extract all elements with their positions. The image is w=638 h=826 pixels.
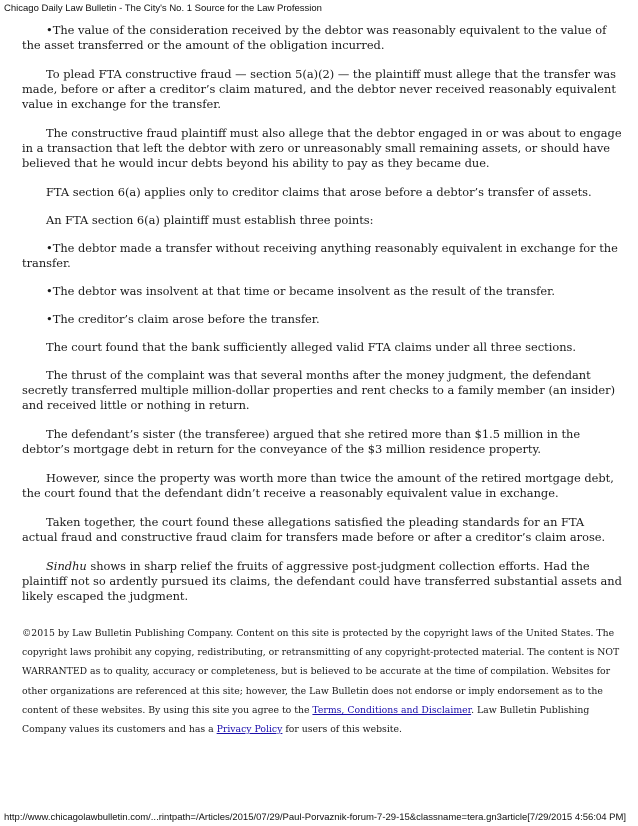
article-paragraph: The thrust of the complaint was that several months after the money judgment, the defendant secretly transferred multiple million-dollar properties and rent checks to a family member (an insider) and received little or nothing in return. [22, 368, 616, 412]
terms-link[interactable]: Terms, Conditions and Disclaimer [312, 704, 472, 716]
article-paragraph: •The value of the consideration received by the debtor was reasonably equivalent to the value of the asset transferred or the amount of the obligation incurred. [22, 23, 607, 52]
article-paragraph: However, since the property was worth more than twice the amount of the retired mortgage debt, the court found that the defendant didn’t receive a reasonably equivalent value in exchange. [22, 471, 614, 500]
article-paragraph: Taken together, the court found these allegations satisfied the pleading standards for an FTA actual fraud and constructive fraud claim for transfers made before or after a creditor’s claim arose. [22, 515, 606, 544]
copyright-notice [22, 624, 622, 739]
article-paragraph: To plead FTA constructive fraud — section 5(a)(2) — the plaintiff must allege that the transfer was made, before or after a creditor’s claim matured, and the debtor never received reasonably equivalent value in exchange for the transfer. [22, 67, 617, 111]
case-name: Sindhu [46, 559, 87, 573]
article-paragraph: The defendant’s sister (the transferee) argued that she retired more than $1.5 million in the debtor’s mortgage debt in return for the conveyance of the $3 million residence property. [22, 427, 581, 456]
privacy-policy-link[interactable]: Privacy Policy [216, 724, 283, 736]
copyright-text: ©2015 by Law Bulletin Publishing Company. Content on this site is protected by the copyright laws of the United States. The copyright laws prohibit any copying, redistributing, or retransmitting of any copyright-protected material. The content is NOT WARRANTED as to quality, accuracy or completeness, but is believed to be accurate at the time of compilation. Websites for other organizations are referenced at this site; however, the Law Bulletin does not endorse or imply endorsement as to the content of these websites. By using this site you agree to the [22, 628, 620, 716]
article-paragraph: •The debtor made a transfer without receiving anything reasonably equivalent in exchange for the transfer. [22, 241, 618, 270]
print-footer-url: http://www.chicagolawbulletin.com/...rintpath=/Articles/2015/07/29/Paul-Porvaznik-forum-7-29-15&classname=tera.gn3article[7/29/2015 4:56:04 PM] [4, 812, 627, 823]
copyright-text: . Law Bulletin Publishing Company values its customers and has a [22, 704, 590, 736]
article-paragraph-text: shows in sharp relief the fruits of aggressive post-judgment collection efforts. Had the plaintiff not so ardently pursued its claims, the defendant could have transferred substantial assets and likely escaped the judgment. [22, 559, 622, 603]
article-paragraph: •The creditor’s claim arose before the transfer. [46, 312, 320, 326]
print-header-title: Chicago Daily Law Bulletin - The City's No. 1 Source for the Law Profession [4, 3, 322, 14]
article-paragraph: •The debtor was insolvent at that time or became insolvent as the result of the transfer. [46, 284, 555, 298]
article-paragraph: An FTA section 6(a) plaintiff must establish three points: [46, 213, 374, 227]
article-body [22, 23, 622, 618]
article-paragraph [22, 559, 622, 604]
article-paragraph: FTA section 6(a) applies only to creditor claims that arose before a debtor’s transfer of assets. [46, 185, 592, 199]
article-paragraph: The constructive fraud plaintiff must also allege that the debtor engaged in or was about to engage in a transaction that left the debtor with zero or unreasonably small remaining assets, or should have believed that he would incur debts beyond his ability to pay as they became due. [22, 126, 622, 170]
article-paragraph: The court found that the bank sufficiently alleged valid FTA claims under all three sections. [46, 340, 576, 354]
copyright-text: for users of this website. [282, 724, 402, 736]
